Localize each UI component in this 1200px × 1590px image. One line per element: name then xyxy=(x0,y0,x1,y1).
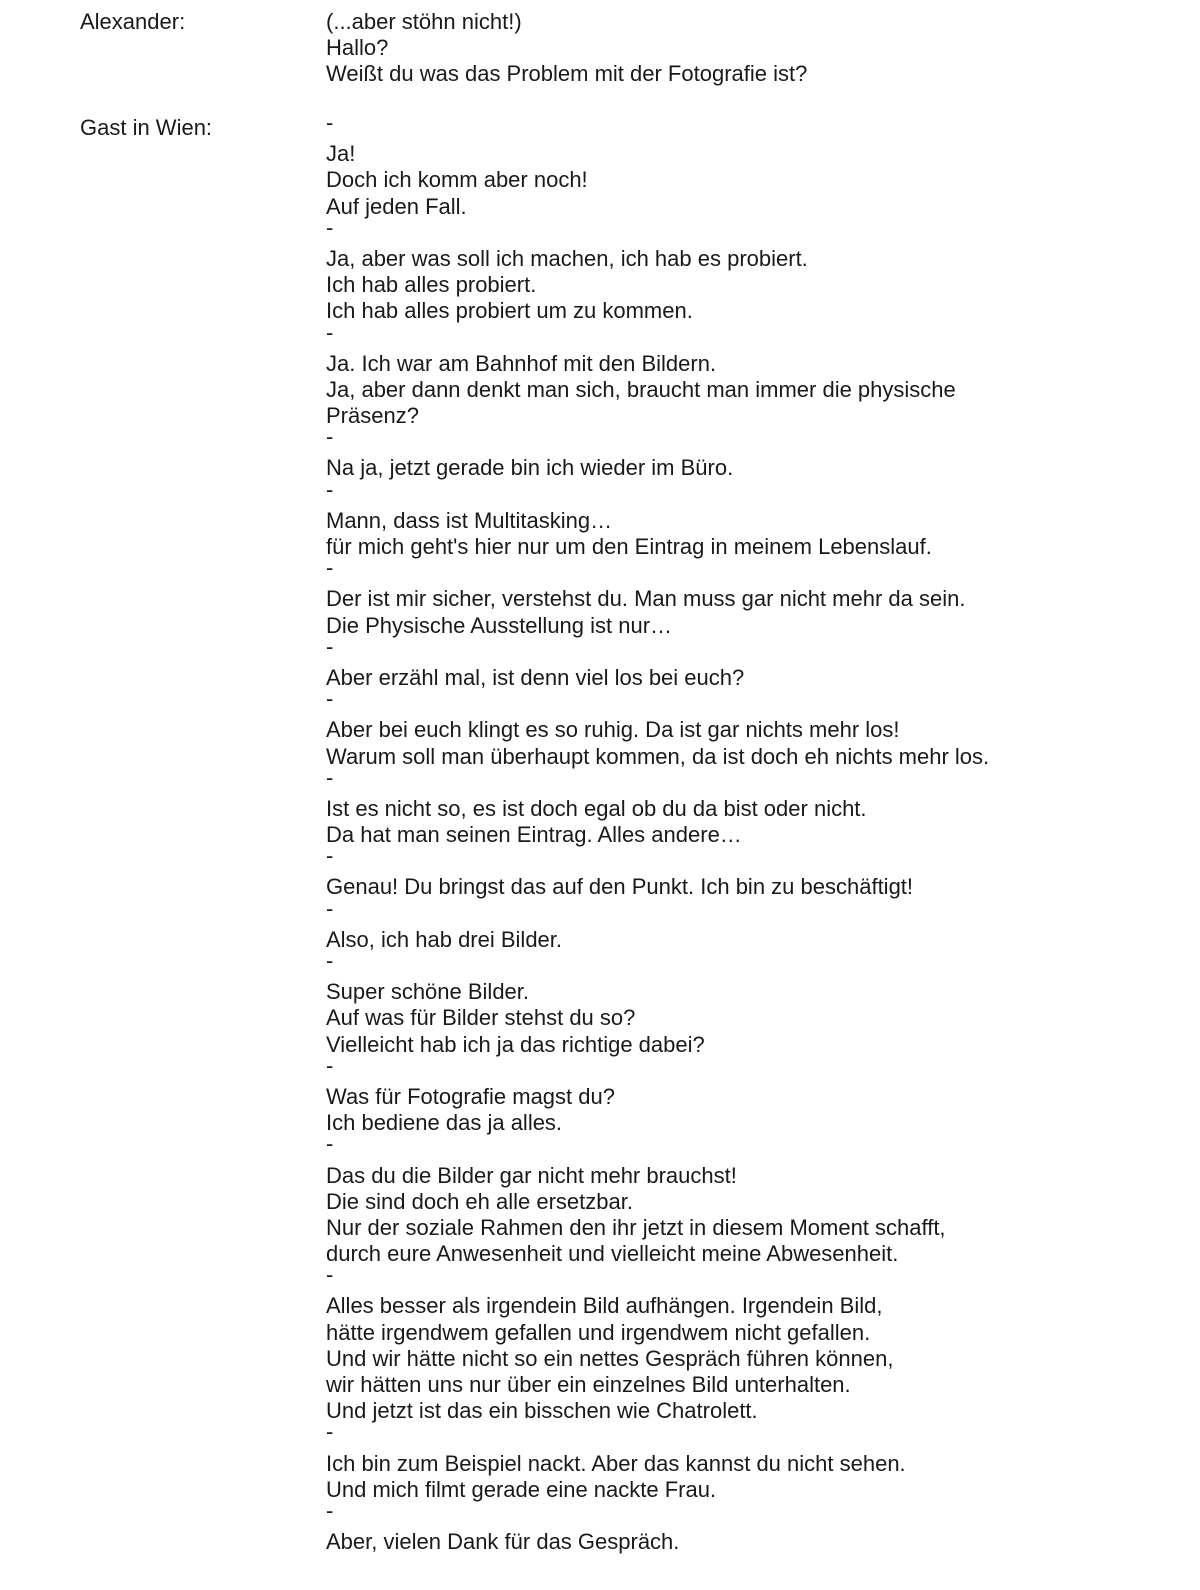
speech-line: hätte irgendwem gefallen und irgendwem nicht gefallen. xyxy=(326,1319,871,1345)
speech-separator: - xyxy=(326,1497,334,1523)
speech-line: Ich bediene das ja alles. xyxy=(326,1110,563,1136)
speech-line: Na ja, jetzt gerade bin ich wieder im Büro. xyxy=(326,455,734,481)
speech-line: Ist es nicht so, es ist doch egal ob du da bist oder nicht. xyxy=(326,795,867,821)
speech-separator: - xyxy=(326,476,334,502)
speech-line: Präsenz? xyxy=(326,403,419,429)
speech-line: (...aber stöhn nicht!) xyxy=(326,9,522,34)
speech-line: Das du die Bilder gar nicht mehr brauchst! xyxy=(326,1162,737,1188)
speech-line: Und wir hätte nicht so ein nettes Gespräch führen können, xyxy=(326,1345,894,1371)
speech-separator: - xyxy=(326,1131,334,1157)
speech-line: Ja. Ich war am Bahnhof mit den Bildern. xyxy=(326,350,717,376)
speech-line: Ja, aber was soll ich machen, ich hab es probiert. xyxy=(326,245,808,271)
speech-line: Da hat man seinen Eintrag. Alles andere… xyxy=(326,822,742,848)
speech-text xyxy=(326,110,1186,1555)
speech-separator: - xyxy=(326,633,334,659)
speech-line: Aber bei euch klingt es so ruhig. Da ist gar nichts mehr los! xyxy=(326,717,900,743)
speech-line: Die sind doch eh alle ersetzbar. xyxy=(326,1188,633,1214)
speech-line: Alles besser als irgendein Bild aufhängen. Irgendein Bild, xyxy=(326,1293,883,1319)
speech-line: Ich hab alles probiert. xyxy=(326,272,537,298)
speech-line: durch eure Anwesenheit und vielleicht meine Abwesenheit. xyxy=(326,1241,899,1267)
speech-line: Doch ich komm aber noch! xyxy=(326,167,588,193)
speech-separator: - xyxy=(326,1052,334,1078)
speech-separator: - xyxy=(326,214,334,240)
speaker-name: Alexander: xyxy=(80,9,186,34)
speech-line: Ja, aber dann denkt man sich, braucht man immer die physische xyxy=(326,376,956,402)
speaker-name: Gast in Wien: xyxy=(80,115,213,140)
speech-line: Hallo? xyxy=(326,35,389,61)
speech-line: Ich hab alles probiert um zu kommen. xyxy=(326,298,693,324)
speech-line: Und jetzt ist das ein bisschen wie Chatrolett. xyxy=(326,1398,758,1424)
speech-line: wir hätten uns nur über ein einzelnes Bild unterhalten. xyxy=(326,1372,851,1397)
speech-separator: - xyxy=(326,686,334,712)
speech-separator: - xyxy=(326,1419,334,1445)
speech-separator: - xyxy=(326,948,334,973)
speech-line: Also, ich hab drei Bilder. xyxy=(326,926,563,952)
speech-line: Genau! Du bringst das auf den Punkt. Ich bin zu beschäftigt! xyxy=(326,874,914,900)
speech-line: Und mich filmt gerade eine nackte Frau. xyxy=(326,1476,717,1502)
speech-line: Aber erzähl mal, ist denn viel los bei euch? xyxy=(326,664,745,690)
speech-line: Aber, vielen Dank für das Gespräch. xyxy=(326,1529,680,1555)
speech-line: Vielleicht hab ich ja das richtige dabei? xyxy=(326,1031,705,1057)
speech-line: Die Physische Ausstellung ist nur… xyxy=(326,612,673,638)
speech-separator: - xyxy=(326,1262,334,1288)
speech-line: für mich geht's hier nur um den Eintrag in meinem Lebenslauf. xyxy=(326,534,932,559)
speech-separator: - xyxy=(326,424,334,450)
speech-separator: - xyxy=(326,895,334,921)
speech-separator: - xyxy=(326,319,334,345)
speech-text xyxy=(326,9,1186,88)
speech-separator: - xyxy=(326,764,334,790)
speech-line: Nur der soziale Rahmen den ihr jetzt in diesem Moment schafft, xyxy=(326,1214,946,1240)
speech-line: Auf was für Bilder stehst du so? xyxy=(326,1005,636,1031)
speech-line: Weißt du was das Problem mit der Fotografie ist? xyxy=(326,61,808,87)
speech-separator: - xyxy=(326,555,334,581)
speech-line: Ja! xyxy=(326,141,356,167)
speech-line: Was für Fotografie magst du? xyxy=(326,1083,615,1109)
speech-separator: - xyxy=(326,843,334,869)
speech-line: Warum soll man überhaupt kommen, da ist doch eh nichts mehr los. xyxy=(326,743,990,769)
speech-line: Der ist mir sicher, verstehst du. Man muss gar nicht mehr da sein. xyxy=(326,586,966,612)
speech-separator: - xyxy=(326,110,334,135)
speech-line: Super schöne Bilder. xyxy=(326,979,530,1005)
speech-line: Ich bin zum Beispiel nackt. Aber das kannst du nicht sehen. xyxy=(326,1450,906,1476)
speech-line: Auf jeden Fall. xyxy=(326,193,467,219)
speech-line: Mann, dass ist Multitasking… xyxy=(326,507,613,533)
